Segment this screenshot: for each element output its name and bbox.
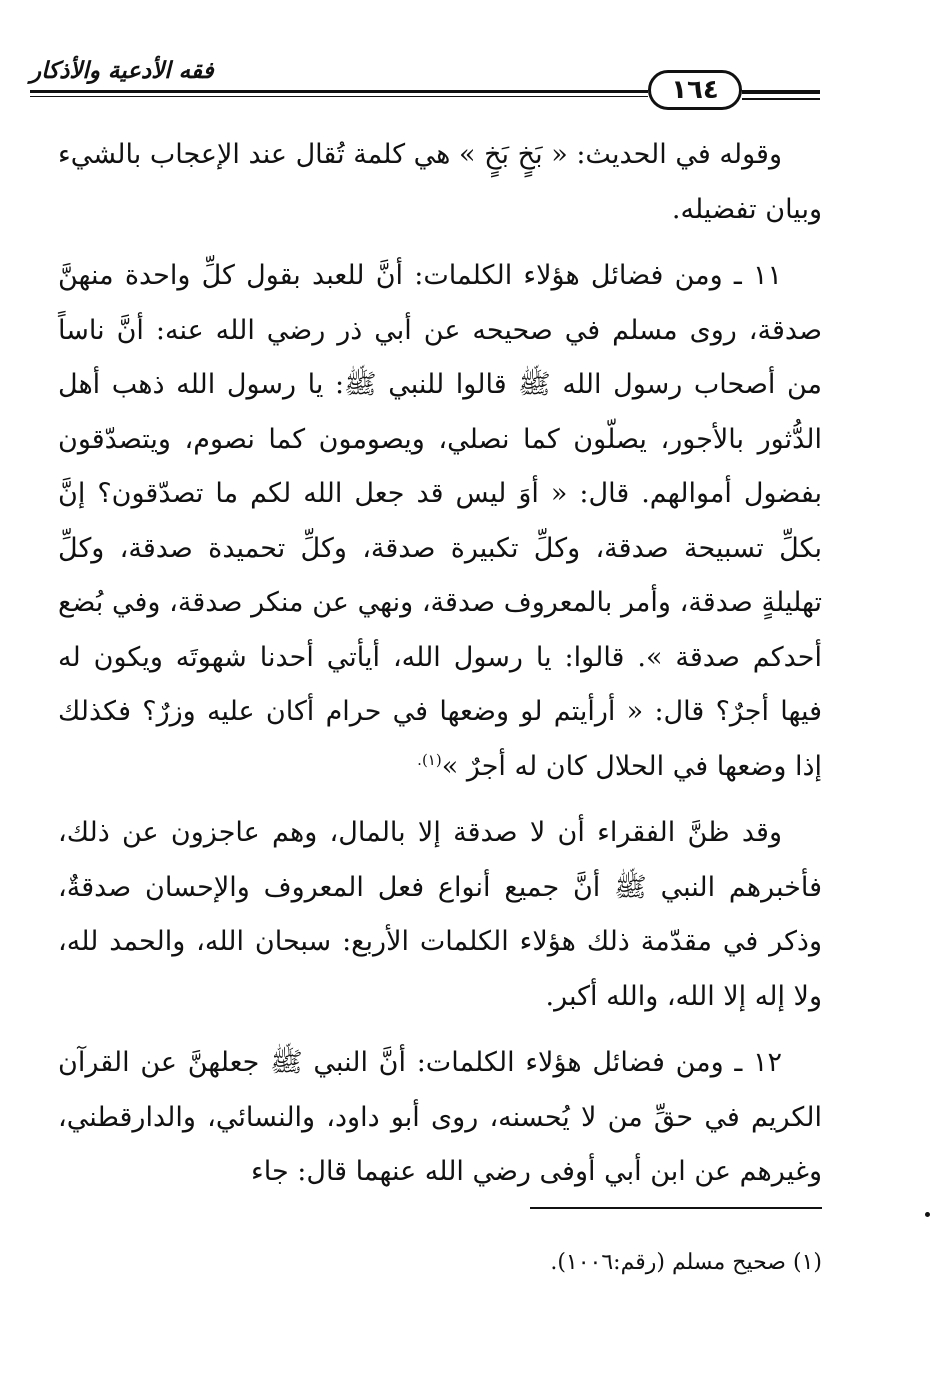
paragraph-text: ١١ ـ ومن فضائل هؤلاء الكلمات: أنَّ للعبد بقول كلِّ واحدة منهنَّ صدقة، روى مسلم في صحيحه عن أبي ذر رضي الله عنه: أنَّ ناساً من أصحاب رسول الله ﷺ قالوا للنبي ﷺ: يا رسول الله ذهب أهل الدُّثور بالأجور، يصلّون كما نصلي، ويصومون كما نصوم، ويتصدّقون بفضول أموالهم. قال: « أوَ ليس قد جعل الله لكم ما تصدّقون؟ إنَّ بكلِّ تسبيحة صدقة، وكلِّ تكبيرة صدقة، وكلِّ تحميدة صدقة، وكلِّ تهليلةٍ صدقة، وأمر بالمعروف صدقة، ونهي عن منكر صدقة، وفي بُضع أحدكم صدقة ». قالوا: يا رسول الله، أيأتي أحدنا شهوتَه ويكون له فيها أجرٌ؟ قال: « أرأيتم لو وضعها في حرام أكان عليه وزرٌ؟ فكذلك إذا وضعها في الحلال كان له أجرٌ » <box>58 260 822 782</box>
page-number: ١٦٤ <box>648 70 742 110</box>
page-header <box>30 52 820 114</box>
header-rule-thin <box>30 96 648 97</box>
header-rule-right <box>742 90 820 94</box>
header-rule <box>30 90 648 93</box>
paragraph: ١٢ ـ ومن فضائل هؤلاء الكلمات: أنَّ النبي ﷺ جعلهنَّ عن القرآن الكريم في حقِّ من لا يُحسنه، روى أبو داود، والنسائي، والدارقطني، وغيرهم عن ابن أبي أوفى رضي الله عنهما قال: جاء <box>58 1047 822 1187</box>
running-title: فقه الأدعية والأذكار <box>30 58 214 84</box>
paragraph: وقوله في الحديث: « بَخٍ بَخٍ » هي كلمة تُقال عند الإعجاب بالشيء وبيان تفضيله. <box>58 139 822 225</box>
header-rule-right-thin <box>742 98 820 100</box>
body-text <box>58 128 822 1212</box>
paragraph <box>58 249 822 794</box>
footnote: (١) صحيح مسلم (رقم:١٠٠٦). <box>550 1250 822 1275</box>
paragraph: وقد ظنَّ الفقراء أن لا صدقة إلا بالمال، وهم عاجزون عن ذلك، فأخبرهم النبي ﷺ أنَّ جميع أنواع فعل المعروف والإحسان صدقةٌ، وذكر في مقدّمة ذلك هؤلاء الكلمات الأربع: سبحان الله، والحمد لله، ولا إله إلا الله، والله أكبر. <box>58 817 822 1012</box>
footnote-reference: (١). <box>417 750 442 769</box>
scan-speck <box>925 1212 930 1217</box>
footnote-separator <box>530 1207 822 1209</box>
